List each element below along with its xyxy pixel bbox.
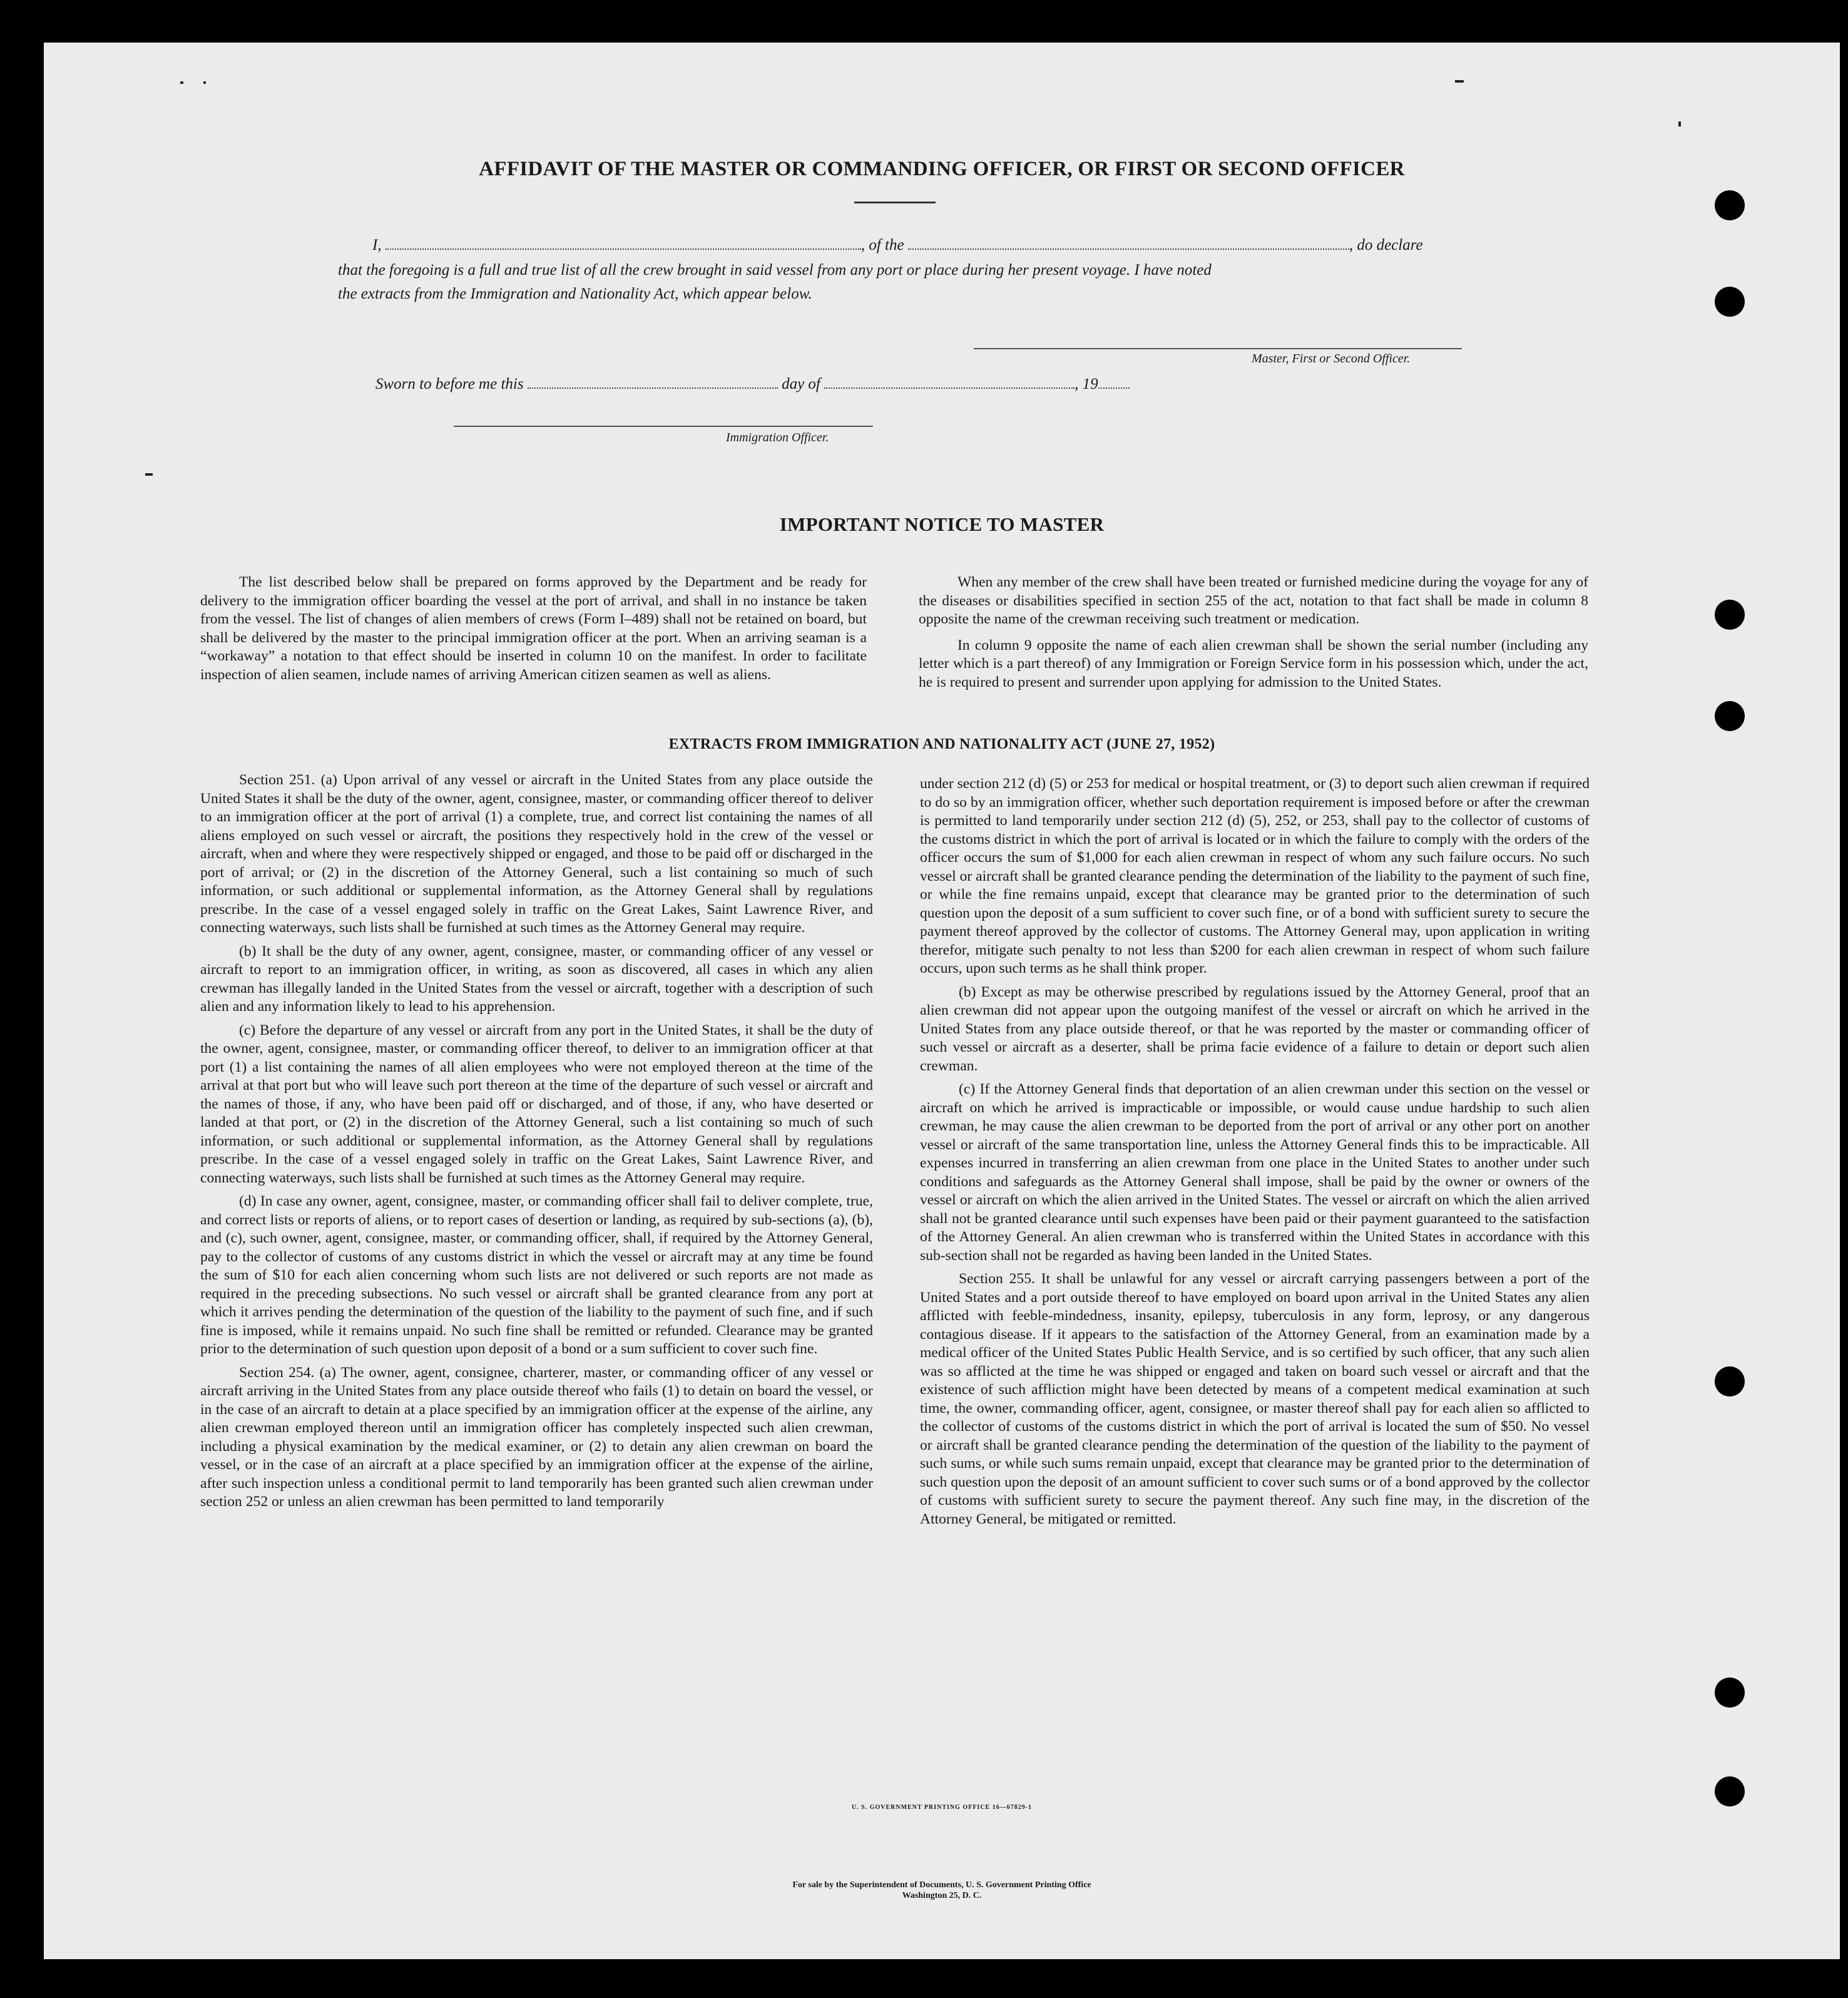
sworn-line: Sworn to before me this day of , 19 (375, 376, 1130, 393)
binder-hole (1715, 1776, 1745, 1806)
officer-signature-label: Immigration Officer. (726, 431, 829, 444)
act-paragraph: (c) Before the departure of any vessel or aircraft from any port in the United States, it shall be the duty of the owner, agent, consignee, master, or commanding officer thereof, to deliver to an immigration officer at that port (1) a list containing the names of all alien employees who were not employed thereon at the time of the arrival at that port but who will leave such port thereon at the time of the departure of such vessel or aircraft and the names of those, if any, who have been paid off or discharged, and of those, if any, who have deserted or landed at that port, or (2) in the discretion of the Attorney General, such a list containing so much of such information, or such additional or supplemental information, as the Attorney General shall by regulations prescribe. In the case of a vessel engaged solely in traffic on the Great Lakes, Saint Lawrence River, and connecting waterways, such lists shall be furnished at such times as the Attorney General may require. (200, 1022, 873, 1186)
scan-speck (145, 473, 153, 476)
notice-right-column (919, 573, 1588, 692)
binder-hole (1715, 1366, 1745, 1396)
master-signature-line[interactable] (974, 348, 1462, 349)
extracts-title: EXTRACTS FROM IMMIGRATION AND NATIONALITY ACT (JUNE 27, 1952) (668, 736, 1215, 752)
vessel-field[interactable] (908, 246, 1349, 250)
master-signature-label: Master, First or Second Officer. (1252, 352, 1411, 366)
notice-title: IMPORTANT NOTICE TO MASTER (779, 513, 1105, 535)
scan-speck (203, 81, 206, 84)
scan-speck (180, 81, 183, 84)
affidavit-title: AFFIDAVIT OF THE MASTER OR COMMANDING OFFICER, OR FIRST OR SECOND OFFICER (479, 158, 1405, 180)
officer-signature-line[interactable] (454, 426, 873, 427)
binder-hole (1715, 1678, 1745, 1708)
scan-speck (1455, 80, 1464, 83)
sworn-year-field[interactable] (1098, 385, 1130, 389)
extracts-right-column (920, 775, 1590, 1529)
binder-hole (1715, 287, 1745, 317)
scan-speck (1678, 121, 1681, 126)
printer-line: U. S. GOVERNMENT PRINTING OFFICE 16—67829-1 (851, 1804, 1033, 1811)
act-paragraph: Section 255. It shall be unlawful for any vessel or aircraft carrying passengers between a port of the United States and a port outside thereof to have employed on board upon arrival in the United States any alien afflicted with feeble-mindedness, insanity, epilepsy, tuberculosis in any form, leprosy, or any dangerous contagious disease. If it appears to the satisfaction of the Attorney General, from an examination made by a medical officer of the United States Public Health Service, and is so certified by such officer, that any such alien was so afflicted at the time he was shipped or engaged and taken on board such vessel or aircraft and that the existence of such affliction might have been detected by means of a competent medical examination at such time, the owner, commanding officer, agent, consignee, or master thereof shall pay for each alien so afflicted to the collector of customs of the customs district in which the port of arrival is located the sum of $50. No vessel or aircraft shall be granted clearance pending the determination of the question of the liability to the payment of such sums, or while such sums remain unpaid, except that clearance may be granted prior to the determination of such question upon the deposit of an amount sufficient to cover such sums or of a bond approved by the collector of customs with sufficient surety to secure the payment thereof. Any such fine may, in the discretion of the Attorney General, be mitigated or remitted. (920, 1271, 1590, 1527)
act-paragraph: Section 251. (a) Upon arrival of any vessel or aircraft in the United States from any place outside the United States it shall be the duty of the owner, agent, consignee, master, or commanding officer thereof to deliver to an immigration officer at the port of arrival (1) a complete, true, and correct list containing the names of all aliens employed on such vessel or aircraft, the positions they respectively hold in the crew of the vessel or aircraft, when and where they were respectively shipped or engaged, and those to be paid off or discharged in the port of arrival; or (2) in the discretion of the Attorney General, such a list containing so much of such information, or such additional or supplemental information, as the Attorney General shall by regulations prescribe. In the case of a vessel engaged solely in traffic on the Great Lakes, Saint Lawrence River, and connecting waterways, such lists shall be furnished at such times as the Attorney General may require. (200, 772, 873, 936)
extracts-left-column (200, 771, 873, 1512)
title-rule (854, 202, 936, 203)
act-paragraph: Section 254. (a) The owner, agent, consignee, charterer, master, or commanding officer of any vessel or aircraft arriving in the United States from any place outside thereof who fails (1) to detain on board the vessel, or in the case of an aircraft to detain at a place specified by an immigration officer at the expense of the airline, any alien crewman employed thereon until an immigration officer has completely inspected such alien crewman, including a physical examination by the medical examiner, or (2) to detain any alien crewman on board the vessel, or in the case of an aircraft at a place specified by an immigration officer at the expense of the airline, after such inspection unless a conditional permit to land temporarily has been granted such alien crewman under section 252 or unless an alien crewman has been permitted to land temporarily (200, 1364, 873, 1510)
act-paragraph: (d) In case any owner, agent, consignee, master, or commanding officer shall fail to deliver complete, true, and correct lists or reports of aliens, or to report cases of desertion or landing, as required by sub-sections (a), (b), and (c), such owner, agent, consignee, master, or commanding officer, shall, if required by the Attorney General, pay to the collector of customs of any customs district in which the vessel or aircraft may at any time be found the sum of $10 for each alien concerning whom such lists are not delivered or such reports are not made as required in the preceding subsections. No such vessel or aircraft shall be granted clearance from any port at which it arrives pending the determination of the question of the liability to the payment of such fine, and if such fine is imposed, while it remains unpaid. No such fine shall be remitted or refunded. Clearance may be granted prior to the determination of such question upon deposit of a bond or a sum sufficient to cover such fine. (200, 1193, 873, 1357)
declaration-line-2: that the foregoing is a full and true list of all the crew brought in said vessel from any port or place during her present voyage. I have noted (338, 262, 1212, 279)
act-paragraph: (c) If the Attorney General finds that deportation of an alien crewman under this section on the vessel or aircraft on which he arrived is impracticable or impossible, or would cause undue hardship to such alien crewman, he may cause the alien crewman to be deported from the port of arrival or any other port on another vessel or aircraft of the same transportation line, unless the Attorney General finds this to be impracticable. All expenses incurred in transferring an alien crewman from one place in the United States to another under such conditions and safeguards as the Attorney General shall impose, shall be paid by the owner or owners of the vessel or aircraft on which the alien arrived in the United States. The vessel or aircraft on which the alien arrived shall not be granted clearance until such expenses have been paid or their payment guaranteed to the satisfaction of the Attorney General. An alien crewman who is transferred within the United States in accordance with this sub-section shall not be regarded as having been landed in the United States. (920, 1081, 1590, 1264)
act-paragraph: under section 212 (d) (5) or 253 for medical or hospital treatment, or (3) to deport such alien crewman if required to do so by an immigration officer, whether such deportation requirement is imposed before or after the crewman is permitted to land temporarily under section 212 (d) (5), 252, or 253, shall pay to the collector of customs of the customs district in which the port of arrival is located or in which the failure to comply with the orders of the officer occurs the sum of $1,000 for each alien crewman in respect of whom any such failure occurs. No such vessel or aircraft shall be granted clearance pending the determination of the liability to the payment of such fine, or while the fine remains unpaid, except that clearance may be granted prior to the determination of such question upon the deposit of a sum sufficient to cover such fine, or of a bond with sufficient surety to secure the payment thereof approved by the collector of customs. The Attorney General may, upon application in writing therefor, mitigate such penalty to not less than $200 for each alien crewman in respect of whom such failure occurs, upon such terms as he shall think proper. (920, 776, 1590, 976)
declaration-line-3: the extracts from the Immigration and Nationality Act, which appear below. (338, 285, 812, 302)
notice-paragraph: In column 9 opposite the name of each alien crewman shall be shown the serial number (including any letter which is a part thereof) of any Immigration or Foreign Service form in his possession which, under the act, he is required to present and surrender upon applying for admission to the United States. (919, 637, 1588, 690)
sworn-month-field[interactable] (824, 385, 1075, 389)
binder-hole (1715, 600, 1745, 630)
notice-left-column (200, 573, 867, 684)
footer-line-1: For sale by the Superintendent of Documents, U. S. Government Printing Office (792, 1880, 1091, 1890)
notice-paragraph: The list described below shall be prepared on forms approved by the Department and be ready for delivery to the immigration officer boarding the vessel at the port of arrival, and shall in no instance be taken from the vessel. The list of changes of alien members of crews (Form I–489) shall not be retained on board, but shall be delivered by the master to the principal immigration officer at the port. When an arriving seaman is a “workaway” a notation to that effect should be inserted in column 10 on the manifest. In order to facilitate inspection of alien seamen, include names of arriving American citizen seamen as well as aliens. (200, 574, 867, 683)
footer-line-2: Washington 25, D. C. (902, 1891, 982, 1900)
name-field[interactable] (385, 246, 861, 250)
binder-hole (1715, 701, 1745, 731)
notice-paragraph: When any member of the crew shall have been treated or furnished medicine during the voyage for any of the diseases or disabilities specified in section 255 of the act, notation to that fact shall be made in column 8 opposite the name of the crewman receiving such treatment or medication. (919, 574, 1588, 627)
binder-hole (1715, 190, 1745, 220)
act-paragraph: (b) Except as may be otherwise prescribed by regulations issued by the Attorney General, proof that an alien crewman did not appear upon the outgoing manifest of the vessel or aircraft on which he arrived in the United States from any place outside thereof, or that he was reported by the master or commanding officer of such vessel or aircraft as a deserter, shall be prima facie evidence of a failure to detain or deport such alien crewman. (920, 983, 1590, 1074)
sworn-day-field[interactable] (528, 385, 778, 389)
declaration-line-1: I, , of the , do declare (372, 237, 1423, 254)
act-paragraph: (b) It shall be the duty of any owner, agent, consignee, master, or commanding officer of any vessel or aircraft to report to an immigration officer, in writing, as soon as discovered, all cases in which any alien crewman has illegally landed in the United States from the vessel or aircraft, together with a description of such alien and any information likely to lead to his apprehension. (200, 943, 873, 1015)
document-page (44, 43, 1840, 1959)
footer (44, 1880, 1840, 1901)
